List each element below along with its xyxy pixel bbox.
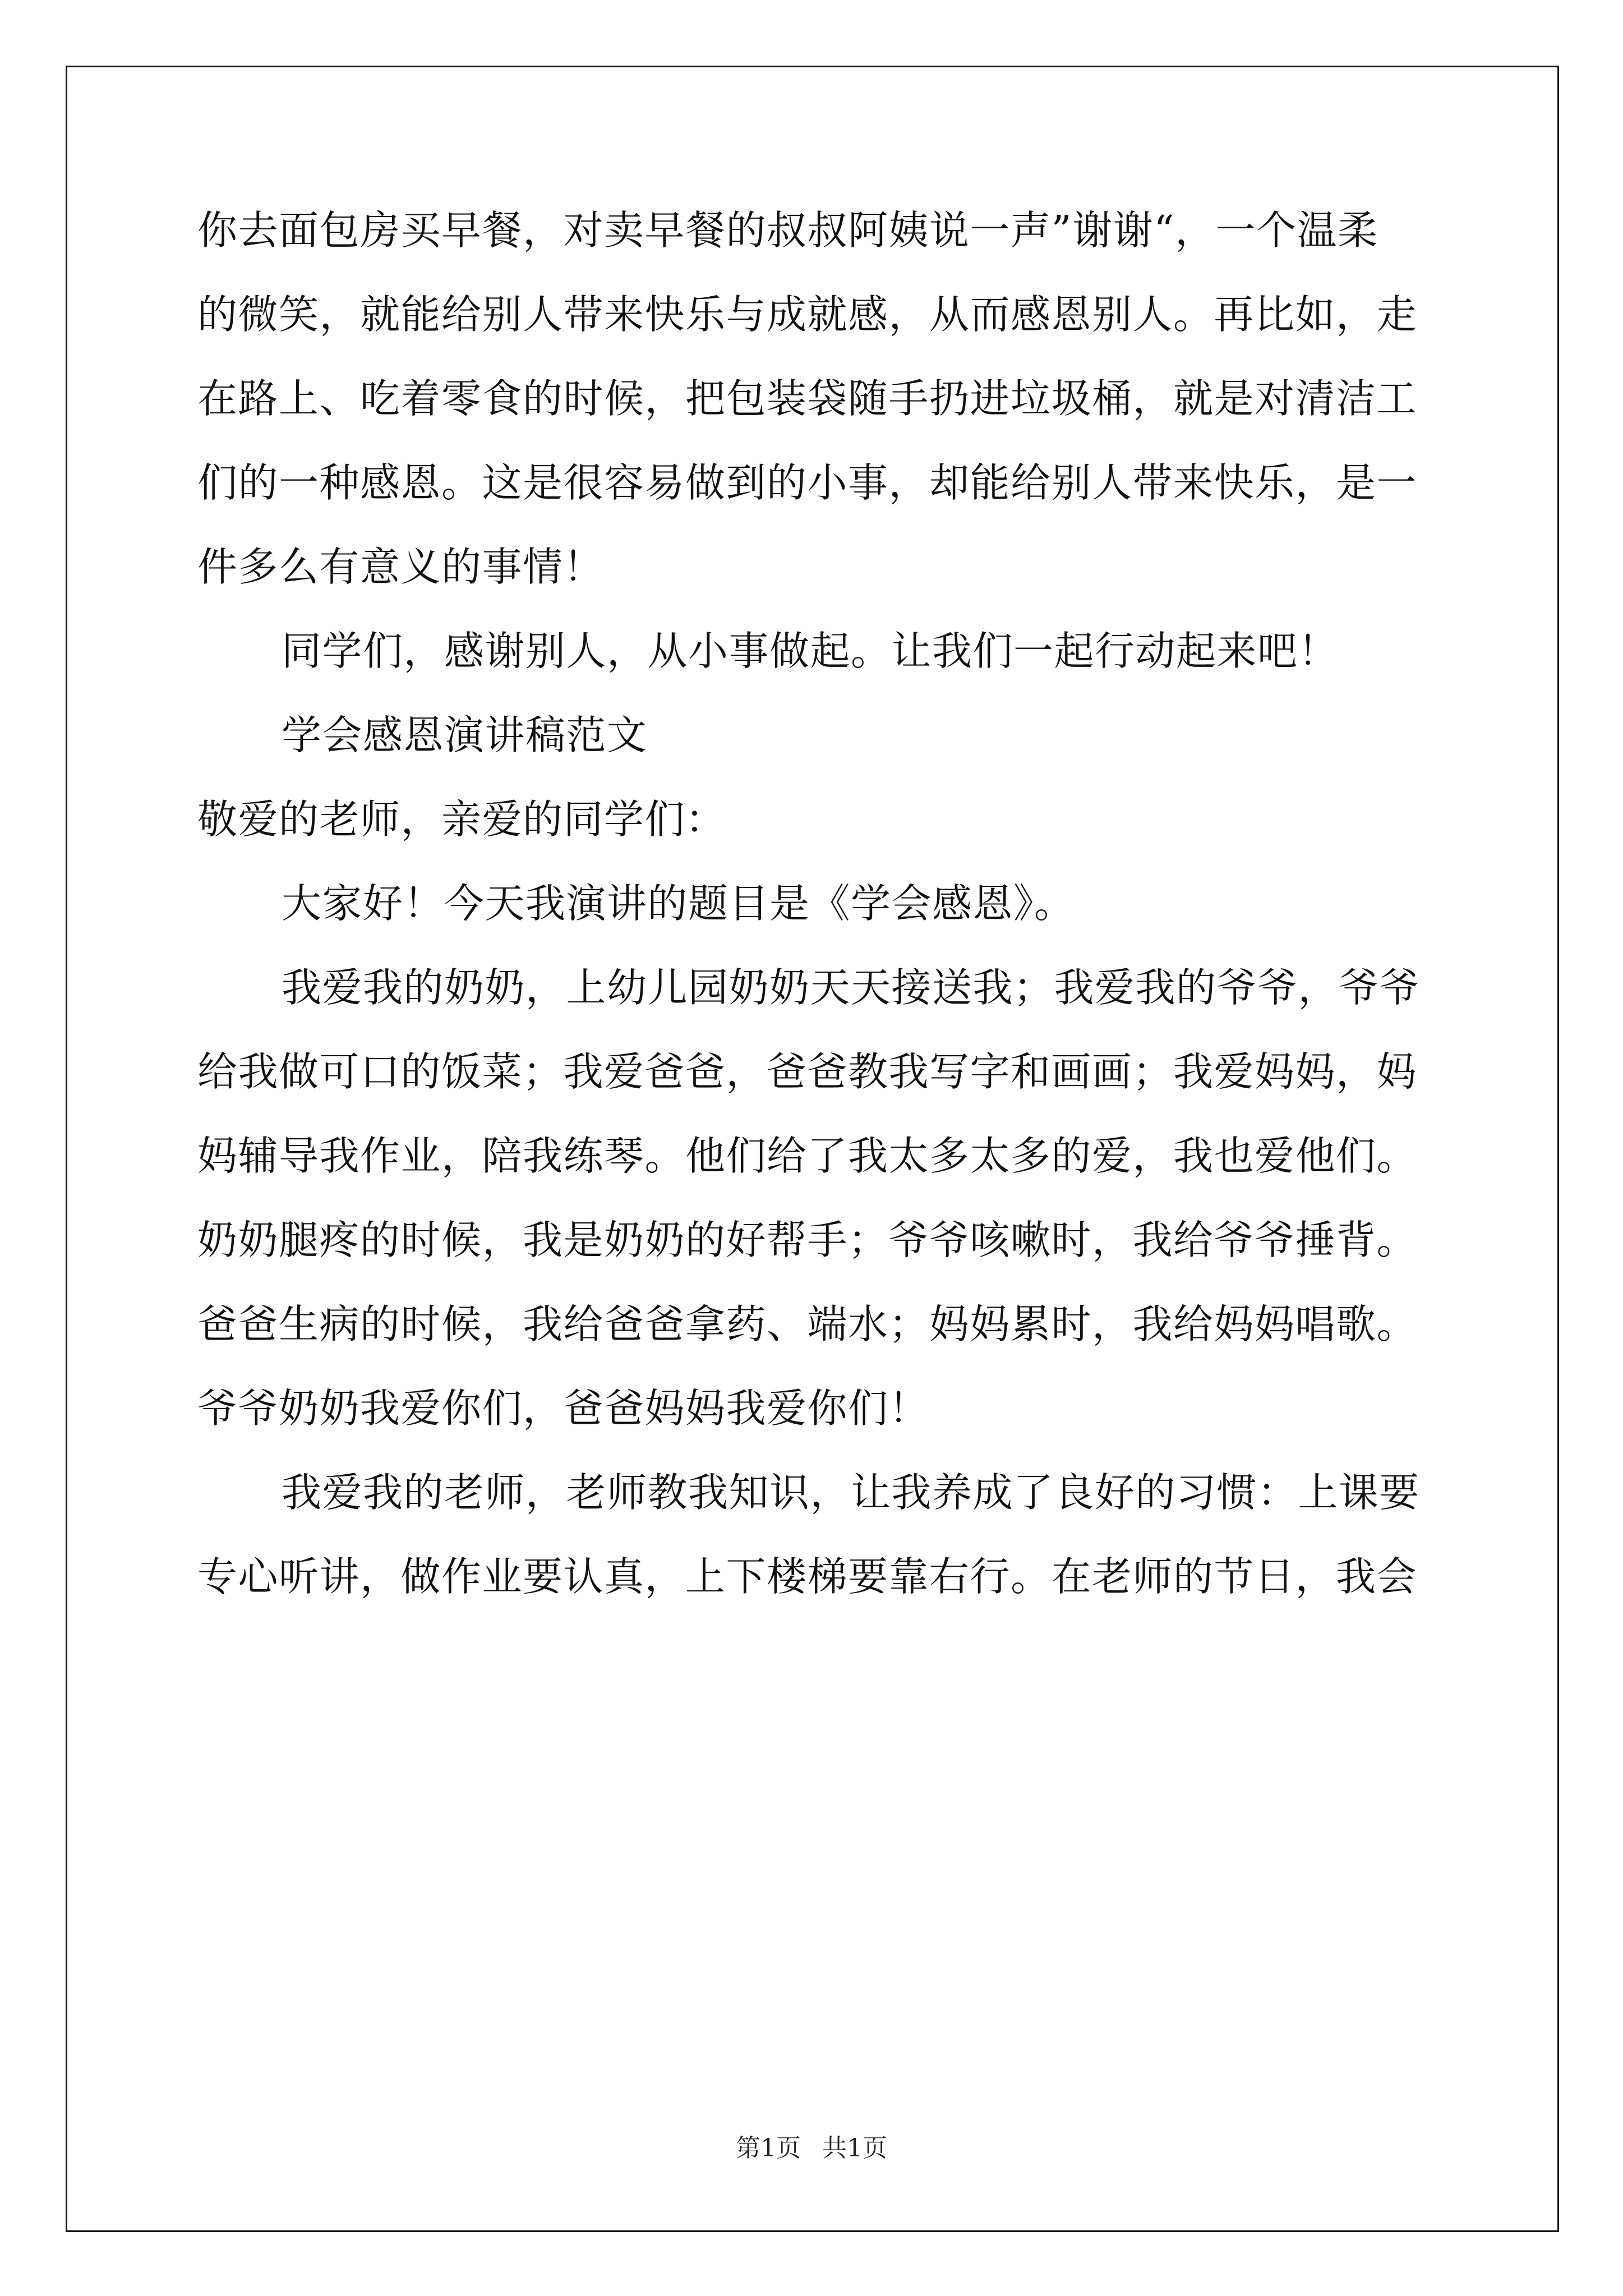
page-footer [0,2136,1623,2161]
text-line: 爸爸生病的时候，我给爸爸拿药、端水；妈妈累时，我给妈妈唱歌。 [197,1301,1418,1347]
section-title: 学会感恩演讲稿范文 [282,712,648,758]
paragraph-line: 同学们，感谢别人，从小事做起。让我们一起行动起来吧！ [282,628,1339,674]
paragraph-line: 大家好！今天我演讲的题目是《学会感恩》。 [282,880,1075,927]
text-line: 在路上、吃着零食的时候，把包装袋随手扔进垃圾桶，就是对清洁工 [197,375,1418,422]
text-line: 爷爷奶奶我爱你们，爸爸妈妈我爱你们！ [197,1385,930,1432]
text-line: 们的一种感恩。这是很容易做到的小事，却能给别人带来快乐，是一 [197,459,1418,506]
text-line: 奶奶腿疼的时候，我是奶奶的好帮手；爷爷咳嗽时，我给爷爷捶背。 [197,1217,1418,1263]
page-number: 第1页 [736,2134,801,2162]
text-line: 件多么有意义的事情！ [197,544,605,590]
text-line: 的微笑，就能给别人带来快乐与成就感，从而感恩别人。再比如，走 [197,291,1418,338]
text-line: 给我做可口的饭菜；我爱爸爸，爸爸教我写字和画画；我爱妈妈，妈 [197,1048,1418,1095]
text-line: 专心听讲，做作业要认真，上下楼梯要靠右行。在老师的节日，我会 [197,1553,1418,1600]
paragraph-line: 我爱我的老师，老师教我知识，让我养成了良好的习惯：上课要 [282,1469,1421,1516]
page-total: 共1页 [822,2134,887,2162]
salutation: 敬爱的老师，亲爱的同学们： [197,796,726,843]
paragraph-line: 我爱我的奶奶，上幼儿园奶奶天天接送我；我爱我的爷爷，爷爷 [282,964,1421,1011]
text-line: 你去面包房买早餐，对卖早餐的叔叔阿姨说一声”谢谢“，一个温柔 [197,207,1378,254]
text-line: 妈辅导我作业，陪我练琴。他们给了我太多太多的爱，我也爱他们。 [197,1133,1418,1179]
